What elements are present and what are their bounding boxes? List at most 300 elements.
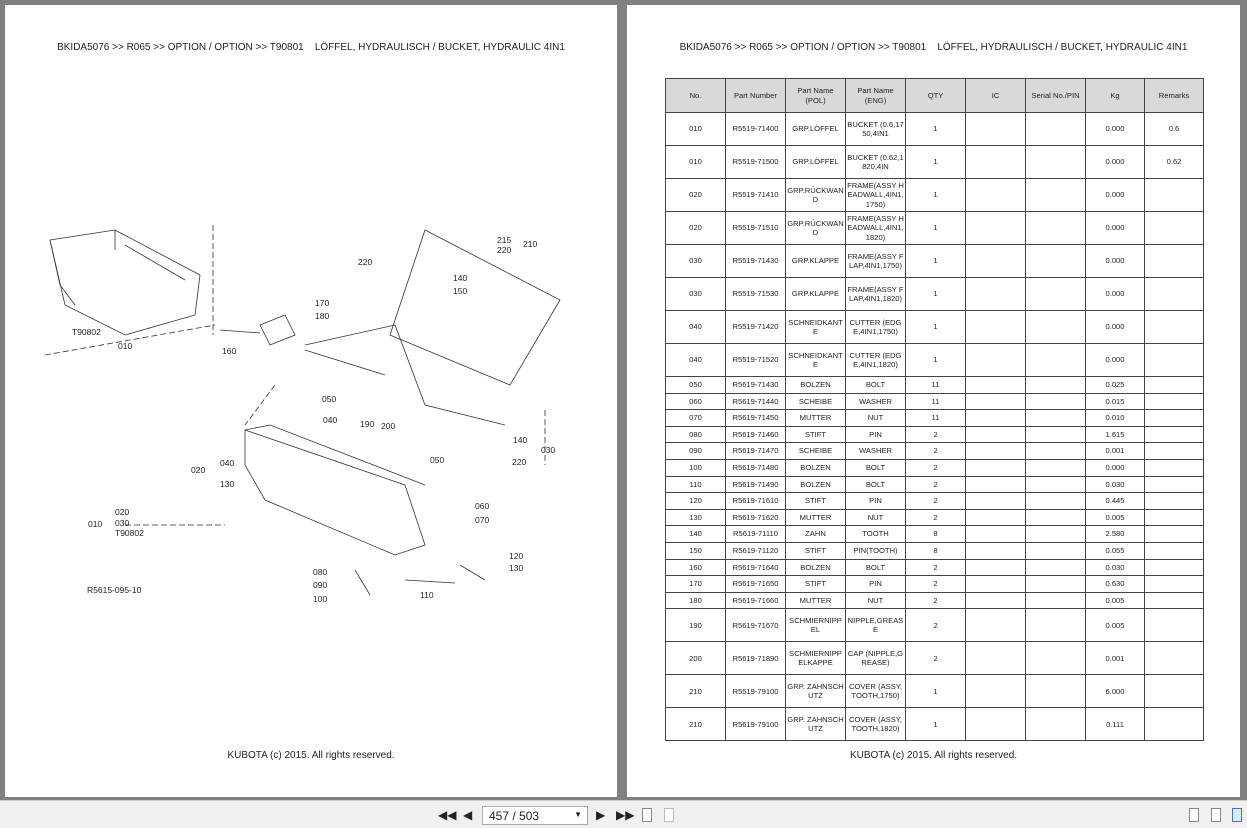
cell-kg: 1.615 — [1086, 426, 1145, 443]
cell-ic — [966, 526, 1026, 543]
cell-eng: NUT — [846, 509, 906, 526]
cell-pn: R5519-71510 — [726, 212, 786, 245]
cell-kg: 0.000 — [1086, 212, 1145, 245]
cell-kg: 0.000 — [1086, 245, 1145, 278]
table-row — [666, 642, 1204, 675]
cell-pol: STIFT — [786, 576, 846, 593]
cell-pol: SCHMIERNIPPELKAPPE — [786, 642, 846, 675]
cell-no: 060 — [666, 393, 726, 410]
cell-pol: GRP. ZAHNSCHUTZ — [786, 675, 846, 708]
cell-kg: 0.005 — [1086, 592, 1145, 609]
cell-qty: 1 — [906, 675, 966, 708]
cell-sn — [1026, 708, 1086, 741]
cell-eng: CUTTER (EDGE,4IN1,1750) — [846, 311, 906, 344]
callout-label: 180 — [315, 311, 330, 321]
footer-copyright: KUBOTA (c) 2015. All rights reserved. — [849, 750, 1018, 761]
cell-rem — [1145, 212, 1204, 245]
callout-label: 060 — [475, 501, 490, 511]
callout-label: 110 — [420, 590, 434, 600]
exploded-parts-diagram — [5, 5, 617, 797]
column-header: Serial No./PIN — [1026, 79, 1086, 113]
cell-sn — [1026, 212, 1086, 245]
cell-eng: FRAME(ASSY HEADWALL,4IN1,1750) — [846, 179, 906, 212]
cell-kg: 0.030 — [1086, 476, 1145, 493]
cell-rem — [1145, 576, 1204, 593]
cell-sn — [1026, 426, 1086, 443]
cell-sn — [1026, 245, 1086, 278]
right-page — [627, 5, 1240, 797]
cell-no: 030 — [666, 245, 726, 278]
callout-label: 080 — [313, 567, 328, 577]
cell-eng: BOLT — [846, 559, 906, 576]
cell-pol: MUTTER — [786, 592, 846, 609]
cell-pn: R5619-71640 — [726, 559, 786, 576]
cell-kg: 0.111 — [1086, 708, 1145, 741]
callout-label: 220 — [358, 257, 373, 267]
column-header: IC — [966, 79, 1026, 113]
cell-ic — [966, 675, 1026, 708]
footer-copyright: KUBOTA (c) 2015. All rights reserved. — [227, 750, 395, 761]
cell-eng: COVER (ASSY,TOOTH,1820) — [846, 708, 906, 741]
callout-label: 220 — [512, 457, 527, 467]
cell-pn: R5519-71530 — [726, 278, 786, 311]
cell-kg: 0.000 — [1086, 344, 1145, 377]
cell-no: 050 — [666, 377, 726, 394]
cell-rem — [1145, 675, 1204, 708]
cell-qty: 2 — [906, 509, 966, 526]
cell-qty: 1 — [906, 113, 966, 146]
cell-qty: 11 — [906, 393, 966, 410]
cell-eng: NUT — [846, 410, 906, 427]
single-page-view-icon[interactable] — [1189, 808, 1199, 822]
cell-pn: R5619-71610 — [726, 493, 786, 510]
cell-pol: MUTTER — [786, 509, 846, 526]
cell-no: 110 — [666, 476, 726, 493]
cell-ic — [966, 542, 1026, 559]
column-header: Remarks — [1145, 79, 1204, 113]
cell-rem — [1145, 526, 1204, 543]
cell-qty: 2 — [906, 443, 966, 460]
cell-pn: R5519-71500 — [726, 146, 786, 179]
cell-pn: R5519-79100 — [726, 675, 786, 708]
cell-sn — [1026, 542, 1086, 559]
callout-label: 010 — [118, 341, 133, 351]
cell-pn: R5619-71890 — [726, 642, 786, 675]
cell-no: 080 — [666, 426, 726, 443]
cell-qty: 2 — [906, 493, 966, 510]
first-page-icon[interactable]: ◀◀ — [438, 808, 457, 822]
cell-eng: PIN — [846, 493, 906, 510]
cell-rem — [1145, 708, 1204, 741]
cell-kg: 0.000 — [1086, 146, 1145, 179]
cell-pn: R5519-71410 — [726, 179, 786, 212]
cell-pn: R5619-71620 — [726, 509, 786, 526]
cell-rem: 0.6 — [1145, 113, 1204, 146]
table-row — [666, 459, 1204, 476]
cell-eng: PIN — [846, 426, 906, 443]
column-header: No. — [666, 79, 726, 113]
cell-eng: TOOTH — [846, 526, 906, 543]
cell-sn — [1026, 592, 1086, 609]
callout-label: 215 — [497, 235, 512, 245]
callout-label: 130 — [509, 563, 524, 573]
cell-qty: 2 — [906, 642, 966, 675]
callout-label: 040 — [220, 458, 235, 468]
cell-rem — [1145, 642, 1204, 675]
cell-pn: R5519-71420 — [726, 311, 786, 344]
cell-kg: 0.005 — [1086, 609, 1145, 642]
cell-pn: R5619-71440 — [726, 393, 786, 410]
cell-pn: R5619-71490 — [726, 476, 786, 493]
cell-kg: 0.445 — [1086, 493, 1145, 510]
cell-sn — [1026, 675, 1086, 708]
previous-page-icon[interactable]: ◀ — [463, 808, 473, 822]
callout-label: 130 — [220, 479, 235, 489]
cell-rem — [1145, 559, 1204, 576]
cell-no: 010 — [666, 113, 726, 146]
cell-no: 010 — [666, 146, 726, 179]
cell-no: 210 — [666, 708, 726, 741]
cell-ic — [966, 443, 1026, 460]
cell-eng: FRAME(ASSY HEADWALL,4IN1,1820) — [846, 212, 906, 245]
cell-pn: R5619-71430 — [726, 377, 786, 394]
cell-sn — [1026, 459, 1086, 476]
cell-ic — [966, 493, 1026, 510]
cell-no: 040 — [666, 311, 726, 344]
next-page-icon[interactable]: ▶ — [596, 808, 606, 822]
cell-ic — [966, 179, 1026, 212]
cell-qty: 2 — [906, 459, 966, 476]
breadcrumb: BKIDA5076 >> R065 >> OPTION / OPTION >> T90801 LÖFFEL, HYDRAULISCH / BUCKET, HYDRAULIC 4IN1 — [679, 42, 1188, 53]
callout-label: 140 — [513, 435, 528, 445]
cell-rem — [1145, 377, 1204, 394]
cell-qty: 11 — [906, 377, 966, 394]
cell-sn — [1026, 493, 1086, 510]
cell-rem — [1145, 609, 1204, 642]
cell-eng: COVER (ASSY,TOOTH,1750) — [846, 675, 906, 708]
cell-ic — [966, 377, 1026, 394]
cell-pn: R5619-71480 — [726, 459, 786, 476]
continuous-view-icon[interactable] — [1211, 808, 1221, 822]
cell-pol: GRP.LÖFFEL — [786, 113, 846, 146]
callout-label: 070 — [475, 515, 490, 525]
cell-no: 090 — [666, 443, 726, 460]
callout-label: T90802 — [72, 327, 101, 337]
cell-pol: GRP.LÖFFEL — [786, 146, 846, 179]
cell-sn — [1026, 393, 1086, 410]
cell-sn — [1026, 476, 1086, 493]
cell-pn: R5619-79100 — [726, 708, 786, 741]
cell-sn — [1026, 609, 1086, 642]
cell-kg: 2.580 — [1086, 526, 1145, 543]
table-row — [666, 675, 1204, 708]
cell-rem: 0.62 — [1145, 146, 1204, 179]
cell-kg: 0.000 — [1086, 113, 1145, 146]
cell-kg: 0.000 — [1086, 179, 1145, 212]
facing-pages-view-icon[interactable] — [1232, 808, 1242, 822]
callout-label: 200 — [381, 421, 396, 431]
cell-pol: STIFT — [786, 542, 846, 559]
cell-kg: 0.005 — [1086, 509, 1145, 526]
cell-no: 120 — [666, 493, 726, 510]
cell-no: 210 — [666, 675, 726, 708]
cell-pol: BOLZEN — [786, 459, 846, 476]
cell-sn — [1026, 576, 1086, 593]
cell-ic — [966, 559, 1026, 576]
cell-rem — [1145, 509, 1204, 526]
cell-qty: 1 — [906, 311, 966, 344]
cell-pol: STIFT — [786, 493, 846, 510]
cell-pol: ZAHN — [786, 526, 846, 543]
cell-eng: BOLT — [846, 476, 906, 493]
callout-label: 050 — [322, 394, 337, 404]
cell-pol: MUTTER — [786, 410, 846, 427]
cell-sn — [1026, 344, 1086, 377]
cell-pn: R5519-71430 — [726, 245, 786, 278]
table-row — [666, 113, 1204, 146]
cell-ic — [966, 311, 1026, 344]
cell-qty: 11 — [906, 410, 966, 427]
cell-qty: 1 — [906, 146, 966, 179]
cell-ic — [966, 426, 1026, 443]
cell-rem — [1145, 426, 1204, 443]
cell-ic — [966, 393, 1026, 410]
cell-no: 180 — [666, 592, 726, 609]
table-row — [666, 278, 1204, 311]
cell-eng: CAP (NIPPLE,GREASE) — [846, 642, 906, 675]
cell-no: 190 — [666, 609, 726, 642]
cell-pn: R5619-71470 — [726, 443, 786, 460]
cell-kg: 0.030 — [1086, 559, 1145, 576]
callout-label: 120 — [509, 551, 524, 561]
cell-kg: 0.000 — [1086, 311, 1145, 344]
cell-no: 100 — [666, 459, 726, 476]
cell-rem — [1145, 393, 1204, 410]
cell-no: 020 — [666, 212, 726, 245]
cell-rem — [1145, 459, 1204, 476]
cell-kg: 0.000 — [1086, 459, 1145, 476]
callout-label: 220 — [497, 245, 512, 255]
cell-no: 130 — [666, 509, 726, 526]
cell-ic — [966, 592, 1026, 609]
cell-ic — [966, 113, 1026, 146]
table-row — [666, 592, 1204, 609]
cell-rem — [1145, 592, 1204, 609]
callout-label: 170 — [315, 298, 330, 308]
cell-rem — [1145, 493, 1204, 510]
cell-pn: R5619-71660 — [726, 592, 786, 609]
cell-eng: BOLT — [846, 377, 906, 394]
callout-label: 160 — [222, 346, 237, 356]
cell-eng: BUCKET (0.6,1750,4IN1 — [846, 113, 906, 146]
cell-sn — [1026, 278, 1086, 311]
callout-label: 190 — [360, 419, 375, 429]
cell-sn — [1026, 526, 1086, 543]
cell-pn: R5619-71120 — [726, 542, 786, 559]
cell-ic — [966, 212, 1026, 245]
table-row — [666, 476, 1204, 493]
cell-rem — [1145, 476, 1204, 493]
paste-page-icon[interactable] — [664, 808, 674, 822]
callout-label: 090 — [313, 580, 328, 590]
column-header: Part Name (POL) — [786, 79, 846, 113]
cell-eng: WASHER — [846, 443, 906, 460]
cell-sn — [1026, 146, 1086, 179]
cell-sn — [1026, 410, 1086, 427]
cell-sn — [1026, 311, 1086, 344]
cell-qty: 1 — [906, 708, 966, 741]
cell-no: 070 — [666, 410, 726, 427]
cell-eng: NUT — [846, 592, 906, 609]
column-header: Part Name (ENG) — [846, 79, 906, 113]
cell-eng: FRAME(ASSY FLAP,4IN1,1820) — [846, 278, 906, 311]
cell-rem — [1145, 542, 1204, 559]
cell-no: 170 — [666, 576, 726, 593]
cell-eng: BUCKET (0.62,1820,4IN — [846, 146, 906, 179]
cell-pn: R5619-71450 — [726, 410, 786, 427]
table-row — [666, 542, 1204, 559]
callout-label: 050 — [430, 455, 445, 465]
cell-pol: BOLZEN — [786, 377, 846, 394]
table-row — [666, 509, 1204, 526]
copy-page-icon[interactable] — [642, 808, 652, 822]
last-page-icon[interactable]: ▶▶ — [616, 808, 635, 822]
cell-sn — [1026, 509, 1086, 526]
cell-qty: 1 — [906, 245, 966, 278]
cell-no: 150 — [666, 542, 726, 559]
table-row — [666, 708, 1204, 741]
table-row — [666, 344, 1204, 377]
cell-eng: NIPPLE,GREASE — [846, 609, 906, 642]
cell-eng: CUTTER (EDGE,4IN1,1820) — [846, 344, 906, 377]
page-number-select[interactable] — [482, 806, 588, 825]
cell-ic — [966, 509, 1026, 526]
cell-no: 140 — [666, 526, 726, 543]
cell-qty: 8 — [906, 526, 966, 543]
chevron-down-icon: ▼ — [574, 810, 582, 819]
cell-kg: 0.630 — [1086, 576, 1145, 593]
cell-no: 040 — [666, 344, 726, 377]
table-row — [666, 212, 1204, 245]
cell-rem — [1145, 344, 1204, 377]
cell-rem — [1145, 410, 1204, 427]
cell-eng: PIN(TOOTH) — [846, 542, 906, 559]
page-number: 457 / 503 — [489, 809, 540, 823]
viewer-toolbar — [0, 800, 1247, 828]
cell-no: 030 — [666, 278, 726, 311]
cell-ic — [966, 708, 1026, 741]
cell-pol: GRP.RÜCKWAND — [786, 212, 846, 245]
cell-pol: GRP.RÜCKWAND — [786, 179, 846, 212]
callout-label: 150 — [453, 286, 468, 296]
cell-qty: 1 — [906, 344, 966, 377]
cell-sn — [1026, 443, 1086, 460]
cell-qty: 1 — [906, 179, 966, 212]
cell-sn — [1026, 113, 1086, 146]
cell-pol: GRP.KLAPPE — [786, 245, 846, 278]
cell-no: 020 — [666, 179, 726, 212]
cell-rem — [1145, 179, 1204, 212]
cell-pol: SCHEIBE — [786, 443, 846, 460]
cell-eng: FRAME(ASSY FLAP,4IN1,1750) — [846, 245, 906, 278]
cell-rem — [1145, 443, 1204, 460]
cell-qty: 2 — [906, 576, 966, 593]
cell-ic — [966, 344, 1026, 377]
cell-qty: 2 — [906, 476, 966, 493]
cell-pol: SCHEIBE — [786, 393, 846, 410]
cell-kg: 0.010 — [1086, 410, 1145, 427]
cell-ic — [966, 245, 1026, 278]
cell-pn: R5519-71520 — [726, 344, 786, 377]
diagram-reference: R5615-095-10 — [87, 585, 142, 595]
table-row — [666, 311, 1204, 344]
cell-kg: 0.000 — [1086, 278, 1145, 311]
cell-pol: BOLZEN — [786, 559, 846, 576]
cell-kg: 0.001 — [1086, 642, 1145, 675]
cell-pn: R5619-71460 — [726, 426, 786, 443]
cell-pol: SCHNEIDKANTE — [786, 344, 846, 377]
table-row — [666, 146, 1204, 179]
column-header: Kg — [1086, 79, 1145, 113]
cell-qty: 8 — [906, 542, 966, 559]
callout-label: 030 — [115, 518, 130, 528]
table-row — [666, 377, 1204, 394]
cell-no: 200 — [666, 642, 726, 675]
cell-rem — [1145, 245, 1204, 278]
cell-ic — [966, 410, 1026, 427]
cell-no: 160 — [666, 559, 726, 576]
table-row — [666, 426, 1204, 443]
callout-label: 210 — [523, 239, 538, 249]
cell-ic — [966, 146, 1026, 179]
cell-eng: WASHER — [846, 393, 906, 410]
cell-qty: 1 — [906, 278, 966, 311]
cell-pol: SCHMIERNIPPEL — [786, 609, 846, 642]
cell-sn — [1026, 642, 1086, 675]
cell-pol: GRP. ZAHNSCHUTZ — [786, 708, 846, 741]
cell-eng: BOLT — [846, 459, 906, 476]
cell-ic — [966, 476, 1026, 493]
callout-label: 020 — [115, 507, 130, 517]
cell-ic — [966, 278, 1026, 311]
cell-kg: 0.055 — [1086, 542, 1145, 559]
cell-eng: PIN — [846, 576, 906, 593]
breadcrumb: BKIDA5076 >> R065 >> OPTION / OPTION >> T90801 LÖFFEL, HYDRAULISCH / BUCKET, HYDRAULIC 4IN1 — [57, 42, 565, 53]
callout-label: 020 — [191, 465, 206, 475]
cell-kg: 0.015 — [1086, 393, 1145, 410]
cell-ic — [966, 459, 1026, 476]
cell-sn — [1026, 559, 1086, 576]
cell-pn: R5619-71650 — [726, 576, 786, 593]
callout-label: 140 — [453, 273, 468, 283]
cell-qty: 1 — [906, 212, 966, 245]
table-row — [666, 609, 1204, 642]
table-row — [666, 526, 1204, 543]
table-row — [666, 179, 1204, 212]
cell-kg: 0.001 — [1086, 443, 1145, 460]
cell-rem — [1145, 311, 1204, 344]
table-row — [666, 443, 1204, 460]
cell-pol: SCHNEIDKANTE — [786, 311, 846, 344]
table-row — [666, 410, 1204, 427]
left-page — [5, 5, 617, 797]
callout-label: T90802 — [115, 528, 144, 538]
callout-label: 010 — [88, 519, 103, 529]
table-row — [666, 393, 1204, 410]
cell-pol: STIFT — [786, 426, 846, 443]
cell-ic — [966, 609, 1026, 642]
callout-label: 030 — [541, 445, 556, 455]
